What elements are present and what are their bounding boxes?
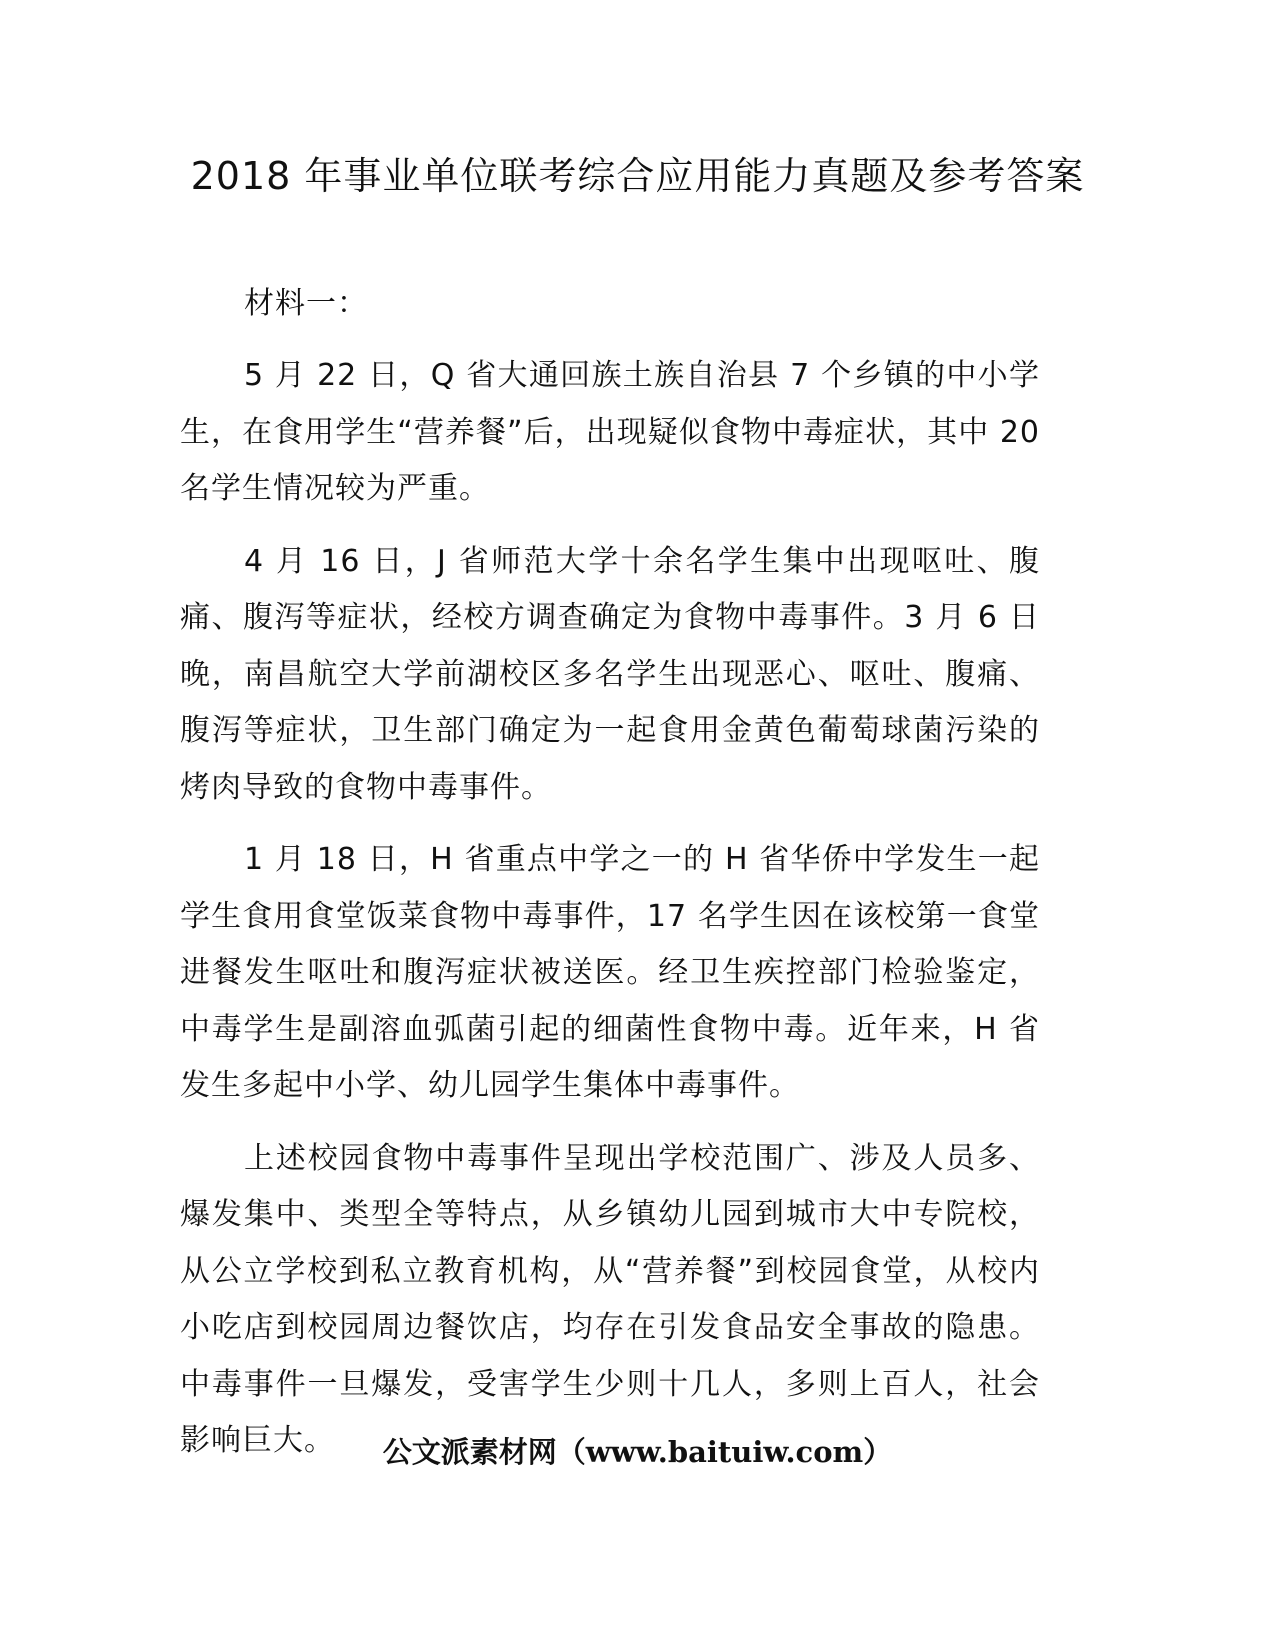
document-body [180,276,1040,1486]
paragraph-3: 1 月 18 日，H 省重点中学之一的 H 省华侨中学发生一起学生食用食堂饭菜食物中毒事件，17 名学生因在该校第一食堂进餐发生呕吐和腹泻症状被送医。经卫生疾控部门检验鉴定，中毒学生是副溶血弧菌引起的细菌性食物中毒。近年来，H 省发生多起中小学、幼儿园学生集体中毒事件。 [180,842,1040,1103]
material-label: 材料一： [244,286,368,321]
paragraph-1: 5 月 22 日，Q 省大通回族土族自治县 7 个乡镇的中小学生，在食用学生“营养餐”后，出现疑似食物中毒症状，其中 20 名学生情况较为严重。 [180,358,1040,506]
document-title: 2018 年事业单位联考综合应用能力真题及参考答案 [190,154,1085,198]
paragraph-4: 上述校园食物中毒事件呈现出学校范围广、涉及人员多、爆发集中、类型全等特点，从乡镇幼儿园到城市大中专院校，从公立学校到私立教育机构，从“营养餐”到校园食堂，从校内小吃店到校园周边餐饮店，均存在引发食品安全事故的隐患。中毒事件一旦爆发，受害学生少则十几人，多则上百人，社会影响巨大。 [180,1140,1040,1458]
paragraph-2: 4 月 16 日，J 省师范大学十余名学生集中出现呕吐、腹痛、腹泻等症状，经校方调查确定为食物中毒事件。3 月 6 日晚，南昌航空大学前湖校区多名学生出现恶心、呕吐、腹痛、腹泻等症状，卫生部门确定为一起食用金黄色葡萄球菌污染的烤肉导致的食物中毒事件。 [180,543,1040,805]
footer-watermark: 公文派素材网（www.baituiw.com） [382,1435,893,1469]
